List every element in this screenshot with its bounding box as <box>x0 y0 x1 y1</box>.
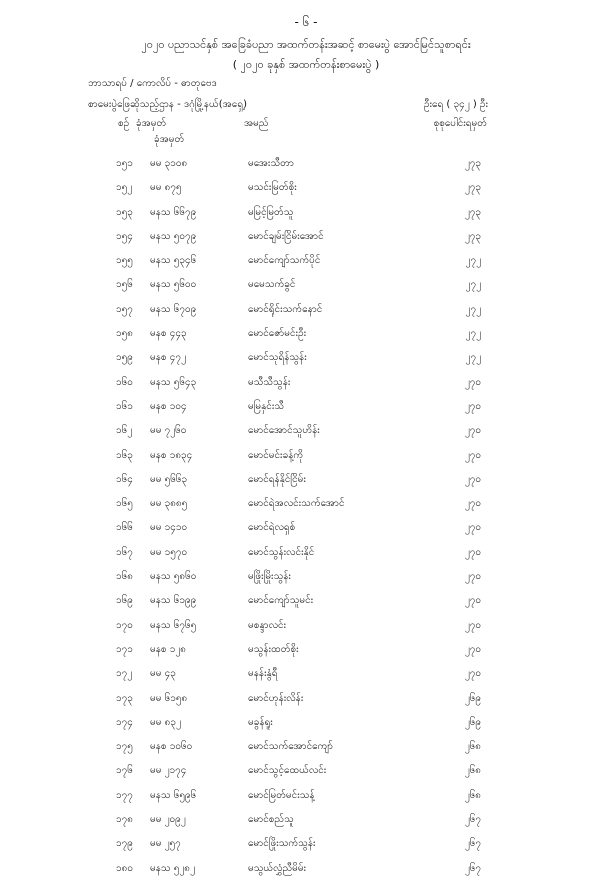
total-score: ၂၇၀ <box>464 376 481 388</box>
row-number: ၁၇၆ <box>116 765 133 777</box>
roll-number: မမ ၈၃၂ <box>150 716 181 728</box>
total-score: ၂၆၈ <box>464 741 481 753</box>
results-table <box>0 154 612 883</box>
roll-number: မမ ၃၈၈၅ <box>150 498 188 510</box>
row-number: ၁၇၄ <box>116 716 133 728</box>
table-row <box>0 203 612 227</box>
row-number: ၁၅၇ <box>116 303 133 315</box>
student-name: မောင်ရဲလရှစ် <box>248 522 296 534</box>
column-header-roll-sub: ခုံအမှတ် <box>154 134 185 145</box>
student-name: မောင်ရန်နိုင်ငြိမ်း <box>248 473 306 485</box>
table-row <box>0 421 612 445</box>
student-name: မောင်မြတ်မင်းသန့် <box>248 789 315 801</box>
page-number: - ၆ - <box>294 15 318 29</box>
total-score: ၂၆၇ <box>464 838 481 850</box>
table-row <box>0 737 612 761</box>
row-number: ၁၅၃ <box>116 206 133 218</box>
total-score: ၂၆၇ <box>464 814 481 826</box>
table-row <box>0 275 612 299</box>
student-name: မစန္ဒာလင်း <box>248 619 287 631</box>
student-name: မောင်သက်အောင်ကျော် <box>248 741 334 753</box>
table-row <box>0 251 612 275</box>
student-name: မောင်ရိုင်းသက်နောင် <box>248 303 323 315</box>
student-name: မမြနှင်းသီ <box>248 400 285 412</box>
total-score: ၂၇၀ <box>464 400 481 412</box>
table-row <box>0 470 612 494</box>
student-name: မောင်ဟုန်းလိန်း <box>248 692 304 704</box>
table-row <box>0 348 612 372</box>
row-number: ၁၇၉ <box>116 838 133 850</box>
student-name: မအေးသီတာ <box>248 158 294 169</box>
student-name: မမေသက်ခွင် <box>248 279 296 291</box>
column-header-roll: ခုံအမှတ် <box>136 118 167 129</box>
roll-number: မနသ ၆၇၀၉ <box>150 303 197 315</box>
total-score: ၂၇၃ <box>464 206 481 218</box>
roll-number: မမ ၇၂၆၀ <box>150 425 187 437</box>
student-name: မောင်သွန်းလင်းနိုင် <box>248 546 315 558</box>
roll-number: မနစ ၁၂၈ <box>150 643 186 655</box>
row-number: ၁၇၅ <box>116 741 133 753</box>
total-score: ၂၇၀ <box>464 643 481 655</box>
roll-number: မနစ ၁၀၆၀ <box>150 741 193 753</box>
table-row <box>0 178 612 202</box>
total-score: ၂၇၂ <box>465 328 481 340</box>
table-row <box>0 494 612 518</box>
total-score: ၂၇၃ <box>464 182 481 194</box>
total-score: ၂၇၀ <box>464 449 481 461</box>
row-number: ၁၇၈ <box>116 814 133 826</box>
roll-number: မမ ၁၅၇၀ <box>150 546 188 558</box>
row-number: ၁၅၄ <box>116 230 133 242</box>
roll-number: မမ ၄၃ <box>150 668 176 680</box>
roll-number: မနသ ၆၇၆၅ <box>150 619 197 631</box>
student-name: မောင်မင်းခန့်ကို <box>248 449 304 461</box>
row-number: ၁၅၅ <box>116 255 133 267</box>
roll-number: မမ ၂၁၇၄ <box>150 765 187 777</box>
table-row <box>0 300 612 324</box>
student-name: မောင်ချမ်းငြိမ်းအောင် <box>248 230 324 242</box>
total-score: ၂၆၉ <box>464 692 481 704</box>
student-name: မောင်ကျော်သူမင်း <box>248 595 314 607</box>
document-subtitle: ( ၂၀၂၀ ခုနှစ် အထက်တန်းစာမေးပွဲ ) <box>232 58 380 71</box>
total-score: ၂၇၀ <box>464 473 481 485</box>
roll-number: မမ ၁၄၁၀ <box>150 522 188 534</box>
row-number: ၁၆၉ <box>116 595 133 607</box>
row-number: ၁၇၀ <box>116 619 133 631</box>
row-number: ၁၆၆ <box>116 522 133 534</box>
roll-number: မမ ၂၅၇ <box>150 838 181 850</box>
roll-number: မမ ၂၀၉၂ <box>150 814 186 826</box>
row-number: ၁၇၁ <box>116 643 133 655</box>
total-score: ၂၇၀ <box>464 595 481 607</box>
student-name: မောင်ရဲအလင်းသက်အောင် <box>248 498 345 510</box>
total-score: ၂၆၉ <box>464 716 481 728</box>
exam-center-label: စာမေးပွဲဖြေဆိုသည့်ဌာန - ဒဂုံမြို့နယ်(အရှေ့) <box>88 99 248 110</box>
roll-number: မနသ ၆၆၇၉ <box>150 206 197 218</box>
student-name: မမြင့်မြတ်သူ <box>248 206 294 218</box>
total-score: ၂၇၂ <box>465 255 481 267</box>
row-number: ၁၇၂ <box>116 668 133 680</box>
roll-number: မနသ ၆၁၉၉ <box>150 595 197 607</box>
total-score: ၂၆၈ <box>464 765 481 777</box>
roll-number: မနသ ၅၀၇၉ <box>150 230 197 242</box>
total-score: ၂၇၂ <box>465 352 481 364</box>
row-number: ၁၆၃ <box>116 449 133 461</box>
document-title: ၂၀၂၀ ပညာသင်နှစ် အခြေခံပညာ အထက်တန်းအဆင့် စာမေးပွဲ အောင်မြင်သူစာရင်း <box>141 38 471 51</box>
table-row <box>0 859 612 883</box>
student-name: မသွန်းထတ်စိုး <box>248 643 299 655</box>
table-row <box>0 227 612 251</box>
total-score: ၂၇၀ <box>464 498 481 510</box>
roll-number: မနသ ၆၅၉၆ <box>150 789 197 801</box>
count-label: ဦးရေ ( ၃၄၂ ) ဦး <box>423 99 488 110</box>
row-number: ၁၇၃ <box>116 692 133 704</box>
table-row <box>0 397 612 421</box>
subject-line: ဘာသာရပ် / ကောလိပ် - ဓာတုဗေဒ <box>88 78 217 89</box>
table-row <box>0 591 612 615</box>
roll-number: မနသ ၅၈၆၀ <box>150 571 197 583</box>
row-number: ၁၇၇ <box>116 789 133 801</box>
row-number: ၁၆၈ <box>116 571 133 583</box>
total-score: ၂၇၀ <box>464 522 481 534</box>
roll-number: မနသ ၅၂၈၂ <box>150 862 195 874</box>
roll-number: မနစ ၄၄၃ <box>150 328 187 340</box>
roll-number: မနစ ၄၇၂ <box>150 352 186 364</box>
student-name: မသင်းမြတ်စိုး <box>248 182 297 194</box>
total-score: ၂၇၃ <box>464 230 481 242</box>
total-score: ၂၇၀ <box>464 546 481 558</box>
row-number: ၁၆၀ <box>116 376 133 388</box>
roll-number: မမ ၃၁၀၈ <box>150 158 188 169</box>
column-header-name: အမည် <box>244 118 269 129</box>
table-row <box>0 543 612 567</box>
table-row <box>0 761 612 785</box>
table-row <box>0 834 612 858</box>
student-name: မသွယ်လွှံညီမိမ်း <box>248 862 307 874</box>
column-header-no: စဉ် <box>118 118 130 129</box>
row-number: ၁၆၄ <box>116 473 133 485</box>
row-number: ၁၅၁ <box>116 158 133 169</box>
table-row <box>0 664 612 688</box>
student-name: မောင်ဖြိုးသက်သွန်း <box>248 838 316 850</box>
student-name: မောင်သွင့်ထေယ်လင်း <box>248 765 327 777</box>
row-number: ၁၈၀ <box>116 862 133 874</box>
total-score: ၂၆၇ <box>464 862 481 874</box>
table-row <box>0 689 612 713</box>
total-score: ၂၇၂ <box>465 279 481 291</box>
student-name: မောင်စည်သူ <box>248 814 294 826</box>
student-name: မောင်အောင်သူဟိန်း <box>248 425 320 437</box>
roll-number: မမ ၈၇၅ <box>150 182 182 194</box>
student-name: မောင်ဇော်မင်းဦး <box>248 328 307 340</box>
total-score: ၂၇၀ <box>464 571 481 583</box>
total-score: ၂၇၀ <box>464 425 481 437</box>
table-row <box>0 616 612 640</box>
roll-number: မနသ ၅၃၄၆ <box>150 255 197 267</box>
roll-number: မမ ၆၁၅၈ <box>150 692 188 704</box>
table-row <box>0 567 612 591</box>
table-row <box>0 373 612 397</box>
row-number: ၁၆၇ <box>116 546 133 558</box>
student-name: မောင်ကျော်သက်ပိုင် <box>248 255 321 267</box>
table-row <box>0 518 612 542</box>
table-row <box>0 640 612 664</box>
row-number: ၁၅၆ <box>116 279 133 291</box>
student-name: မခွန်ရူး <box>248 716 273 728</box>
total-score: ၂၇၀ <box>464 619 481 631</box>
roll-number: မနစ ၁၈၃၄ <box>150 449 193 461</box>
row-number: ၁၅၉ <box>116 352 133 364</box>
row-number: ၁၆၅ <box>116 498 133 510</box>
roll-number: မမ ၅၆၆၃ <box>150 473 188 485</box>
table-row <box>0 324 612 348</box>
total-score: ၂၆၈ <box>464 789 481 801</box>
table-row <box>0 713 612 737</box>
row-number: ၁၅၂ <box>116 182 133 194</box>
table-row <box>0 786 612 810</box>
total-score: ၂၇၂ <box>465 303 481 315</box>
student-name: မောင်သုရိန်သွန်း <box>248 352 307 364</box>
total-score: ၂၇၃ <box>464 158 481 169</box>
table-row <box>0 810 612 834</box>
roll-number: မနစ ၁၀၄ <box>150 400 187 412</box>
student-name: မသီသီသွန်း <box>248 376 291 388</box>
roll-number: မနသ ၅၆၀၀ <box>150 279 197 291</box>
row-number: ၁၆၁ <box>116 400 133 412</box>
column-header-total: စုစုပေါင်းရမှတ် <box>433 118 487 129</box>
student-name: မနန်းနွံရီ <box>248 668 278 680</box>
student-name: မဖြိုးမြိုးသွန်း <box>248 571 291 583</box>
row-number: ၁၆၂ <box>116 425 133 437</box>
table-row <box>0 154 612 178</box>
table-row <box>0 446 612 470</box>
roll-number: မနသ ၅၆၄၃ <box>150 376 197 388</box>
row-number: ၁၅၈ <box>116 328 133 340</box>
total-score: ၂၇၀ <box>464 668 481 680</box>
